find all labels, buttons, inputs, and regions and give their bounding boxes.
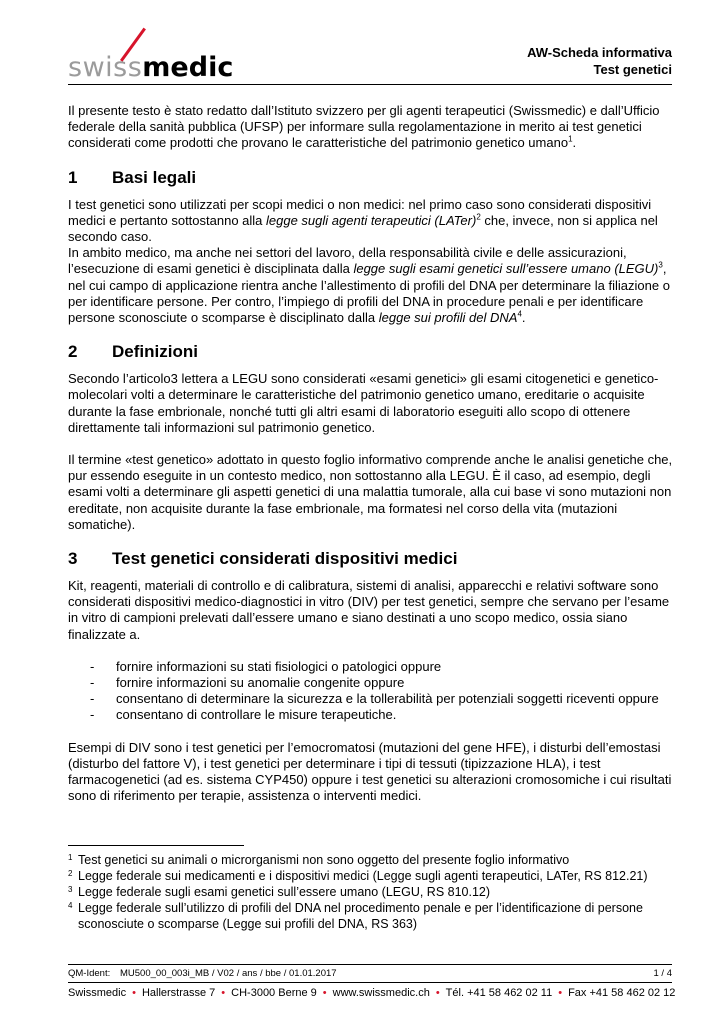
- footer-phone: Tél. +41 58 462 02 11: [445, 987, 553, 999]
- section2-paragraph2: Il termine «test genetico» adottato in questo foglio informativo comprende anche le analisi genetiche che, pur essendo eseguite in un contesto medico, non sottostanno alla LEGU. È il caso, ad esempio, degli esami volti a determinare gli aspetti genetici di una malattia tumorale, alla cui base vi sono mutazioni non ereditate, non acquisite durante la fase embrionale, ma formatesi nel corso della vita (mutazioni somatiche).: [68, 452, 673, 532]
- bullet-icon: •: [558, 987, 563, 999]
- section-heading-2: 2 Definizioni: [68, 342, 198, 362]
- footer-street: Hallerstrasse 7: [141, 987, 216, 999]
- meta-divider-top: [68, 964, 672, 965]
- footer-org: Swissmedic: [68, 987, 127, 999]
- footnote-1: 1 Test genetici su animali o microrganismi non sono oggetto del presente foglio informativo: [68, 853, 570, 867]
- section3-paragraph2: Esempi di DIV sono i test genetici per l’emocromatosi (mutazioni del gene HFE), i disturbi dell’emostasi (disturbo del fattore V), i test genetici per determinare i tipi di tessuti (tipizzazione HLA), i test farmacogenetici (ad es. sistema CYP450) oppure i test genetici su alterazioni cromosomiche i cui risultati sono di riferimento per terapie, assistenza o interventi medici.: [68, 739, 672, 804]
- page-header: [0, 0, 724, 90]
- section2-paragraph1: Secondo l’articolo3 lettera a LEGU sono considerati «esami genetici» gli esami citogenetici e genetico-molecolari volti a determinare le caratteristiche del patrimonio genetico umano, ereditarie o acquisite durante la fase embrionale, nonché tutti gli altri esami di laboratorio eseguiti allo scopo di ottenere direttamente tali informazioni sul patrimonio genetico.: [68, 371, 659, 435]
- footnote-divider: [68, 845, 244, 846]
- meta-ident-value: MU500_00_003i_MB / V02 / ans / bbe / 01.01.2017: [120, 968, 337, 979]
- footnote-4: 4 Legge federale sull’utilizzo di profili del DNA nel procedimento penale e per l’identificazione di persone sconosciute o scomparse (Legge sui profili del DNA, RS 363): [68, 901, 643, 931]
- logo-bold-text: medic: [142, 52, 234, 83]
- section3-paragraph1: Kit, reagenti, materiali di controllo e di calibratura, sistemi di analisi, apparecchi e relativi software sono considerati dispositivi medico-diagnostici in vitro (DIV) per test genetici, sempre che servano per l’esame in vitro di campioni prelevati dall’essere umano e siano destinati a uno scopo medico, ossia siano finalizzate a.: [68, 578, 670, 642]
- footnote-3: 3 Legge federale sugli esami genetici sull’essere umano (LEGU, RS 810.12): [68, 885, 491, 899]
- section1-paragraph1: I test genetici sono utilizzati per scopi medici o non medici: nel primo caso sono considerati dispositivi medici e pertanto sottostanno alla legge sugli agenti terapeutici (LATer)$^2$ che, invece, non si applica nel secondo caso.: [68, 196, 658, 245]
- swissmedic-logo: [68, 22, 248, 84]
- meta-label: QM-Ident:: [68, 968, 111, 979]
- document-title: [527, 44, 672, 78]
- footer-website-link[interactable]: www.swissmedic.ch: [332, 987, 430, 999]
- bullet-icon: •: [132, 987, 136, 999]
- list-item: - consentano di determinare la sicurezza e la tollerabilità per potenziali soggetti riceventi oppure: [90, 691, 674, 707]
- intro-paragraph: Il presente testo è stato redatto dall’Istituto svizzero per gli agenti terapeutici (Swissmedic) e dall’Ufficio federale della sanità pubblica (UFSP) per informare sulla regolamentazione in merito ai test genetici considerati come prodotti che provano le caratteristiche del patrimonio genetico umano$^1$.: [68, 103, 660, 151]
- logo-wordmark: [68, 52, 233, 84]
- footnote-ref-1[interactable]: 1: [568, 135, 573, 145]
- footnote-ref-4[interactable]: 4: [517, 309, 522, 319]
- list-item: - fornire informazioni su stati fisiologici o patologici oppure: [90, 659, 674, 675]
- document-body: [68, 103, 674, 805]
- logo-light-text: swiss: [68, 52, 143, 83]
- paragraph-spacer: [68, 436, 674, 452]
- bullet-icon: •: [322, 987, 327, 999]
- bullet-icon: •: [435, 987, 440, 999]
- meta-divider-bottom: [68, 982, 672, 983]
- document-title-line2: Test genetici: [593, 62, 672, 77]
- section1-paragraph2: In ambito medico, ma anche nei settori del lavoro, della responsabilità civile e delle assicurazioni, l’esecuzione di esami genetici è disciplinata dalla legge sugli esami genetici sull’essere umano (LEGU)$^3$, nel cui campo di applicazione rientra anche l’allestimento di profili del DNA per determinare la filiazione o per identificare persone. Per contro, l’impiego di profili del DNA in procedure penali e per identificare persone sconosciute o scomparse è disciplinato dalla legge sui profili del DNA$^4$.: [68, 245, 670, 326]
- footnote-ref-2[interactable]: 2: [476, 212, 481, 222]
- paragraph-spacer: [68, 724, 674, 740]
- paragraph-spacer: [68, 643, 674, 659]
- section-heading-1: 1 Basi legali: [68, 167, 197, 187]
- footer-city: CH-3000 Berne 9: [231, 987, 317, 999]
- purpose-list: [90, 659, 674, 724]
- bullet-icon: •: [221, 987, 226, 999]
- footer-fax: Fax +41 58 462 02 12: [568, 987, 676, 999]
- document-title-line1: AW-Scheda informativa: [527, 45, 672, 60]
- footer-address: [68, 986, 688, 1000]
- footnote-2: 2 Legge federale sui medicamenti e i dispositivi medici (Legge sugli agenti terapeutici, LATer, RS 812.21): [68, 869, 648, 883]
- section-heading-3: 3 Test genetici considerati dispositivi medici: [68, 549, 458, 569]
- footnotes: [68, 852, 674, 932]
- page-number: 1 / 4: [653, 968, 672, 979]
- list-item: - consentano di controllare le misure terapeutiche.: [90, 707, 674, 723]
- header-divider: [68, 84, 672, 85]
- footnote-ref-3[interactable]: 3: [658, 261, 663, 271]
- list-item: - fornire informazioni su anomalie congenite oppure: [90, 675, 674, 691]
